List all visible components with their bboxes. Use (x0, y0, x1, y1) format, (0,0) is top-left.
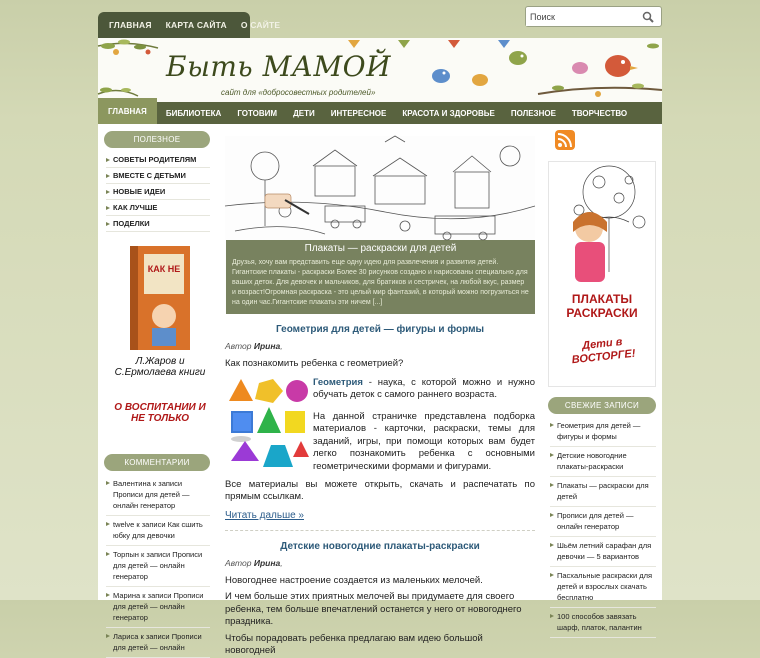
post-paragraph: Все материалы вы можете открыть, скачать и распечатать по прямым ссылкам. (225, 478, 535, 502)
search-input[interactable] (526, 8, 638, 26)
comment-item[interactable]: Торпын к записи Прописи для детей — онлайн генератор (106, 546, 210, 587)
site-title[interactable]: Быть МАМОЙ (166, 50, 391, 83)
post-paragraph: На данной страничке представлена подборка материалов - карточки, раскраски, темы для заданий, игры, при помощи которых вам будет легко познакомить ребенка с основными геометрическими формами и фигурами. (313, 410, 535, 472)
topnav-about[interactable]: О САЙТЕ (240, 20, 281, 30)
post-paragraph (313, 377, 535, 402)
poster-girl-image (549, 162, 655, 290)
post-author[interactable]: Ирина (253, 557, 281, 568)
recent-post-item[interactable]: Прописи для детей — онлайн генератор (550, 507, 656, 537)
recent-post-item[interactable]: Шьём летний сарафан для девочки — 5 вариантов (550, 537, 656, 567)
featured-slider[interactable] (225, 136, 535, 314)
poster-title: ПЛАКАТЫ РАСКРАСКИ (566, 292, 638, 320)
post-lead: Как познакомить ребенка с геометрией? (225, 358, 404, 369)
menu-cooking[interactable]: ГОТОВИМ (237, 108, 278, 118)
page-frame (98, 38, 662, 656)
post-geometry (225, 324, 535, 531)
recent-posts-list (548, 414, 656, 638)
geometry-link[interactable]: Геометрия (313, 376, 363, 388)
useful-widget-title: ПОЛЕЗНОЕ (104, 131, 210, 148)
read-more-link[interactable]: Читать дальше » (225, 509, 304, 521)
recent-posts-widget-title: СВЕЖИЕ ЗАПИСИ (548, 397, 656, 414)
comment-item[interactable]: Марина к записи Прописи для детей — онлайн генератор (106, 587, 210, 628)
useful-category-list (104, 148, 210, 232)
category-item[interactable]: ПОДЕЛКИ (106, 216, 210, 232)
search-icon (642, 11, 654, 23)
menu-useful[interactable]: ПОЛЕЗНОЕ (510, 108, 556, 118)
menu-library[interactable]: БИБЛИОТЕКА (165, 108, 222, 118)
category-item[interactable]: СОВЕТЫ РОДИТЕЛЯМ (106, 152, 210, 168)
topnav-sitemap[interactable]: КАРТА САЙТА (165, 20, 227, 30)
left-sidebar (104, 131, 210, 658)
category-item[interactable]: ВМЕСТЕ С ДЕТЬМИ (106, 168, 210, 184)
category-item[interactable]: НОВЫЕ ИДЕИ (106, 184, 210, 200)
book-caption: Л.Жаров и С.Ермолаева книги (114, 356, 206, 378)
recent-post-item[interactable]: Плакаты — раскраски для детей (550, 477, 656, 507)
comment-item[interactable]: Валентина к записи Прописи для детей — онлайн генератор (106, 475, 210, 516)
book-cover-text: КАК НЕ (147, 264, 181, 274)
topnav-home[interactable]: ГЛАВНАЯ (109, 20, 152, 30)
site-description: сайт для «добросовестных родителей» (221, 88, 376, 97)
post-newyear-posters (225, 541, 535, 658)
geometry-shapes-image (227, 377, 309, 477)
slider-excerpt: Друзья, хочу вам представить еще одну идею для развлечения и развития детей. Гигантские плакаты - раскраски Более 30 рисунков создано и нарисованы специально для ваших деток. Для девочек и мальчиков, для братиков и сестричек, на любой вкус, размер и возраст!Огромная раскраска - это целый мир фантазий, в который можно погрузиться не на один час.Гигантские плакаты эти ничем [...] (232, 259, 529, 306)
post-body-with-image (225, 377, 535, 477)
comments-widget-title: КОММЕНТАРИИ (104, 454, 210, 471)
search-button[interactable] (638, 7, 658, 26)
book-advert[interactable] (110, 244, 210, 442)
book-slogan: О ВОСПИТАНИИ И НЕ ТОЛЬКО (114, 402, 206, 424)
post-title[interactable]: Геометрия для детей — фигуры и формы (275, 324, 485, 335)
site-header (98, 38, 662, 102)
post-author[interactable]: Ирина (253, 341, 281, 351)
post-meta: Автор Ирина, (225, 557, 283, 568)
post-paragraph: И чем больше этих приятных мелочей вы придумаете для своего ребенка, тем больше впечатлений останется у него от новогоднего праздника. (225, 591, 522, 627)
menu-creativity[interactable]: ТВОРЧЕСТВО (571, 108, 628, 118)
content-area (98, 128, 662, 656)
slider-caption (226, 240, 535, 314)
recent-post-item[interactable]: Геометрия для детей — фигуры и формы (550, 417, 656, 447)
recent-comments-list (104, 471, 210, 658)
post-title[interactable]: Детские новогодние плакаты-раскраски (280, 540, 480, 552)
post-meta: Автор Ирина, (225, 341, 283, 351)
geometry-paragraph-rest: - наука, с которой можно и нужно обучать деток с самого раннего возраста. (313, 376, 535, 400)
menu-home[interactable]: ГЛАВНАЯ (98, 98, 157, 124)
poster-advert[interactable] (548, 161, 656, 387)
comment-item[interactable]: twelve к записи Как сшить юбку для девочки (106, 516, 210, 546)
post-paragraph: Новогоднее настроение создается из маленьких мелочей. (225, 574, 483, 586)
post-meta-label: Автор (225, 341, 252, 351)
search-box (525, 6, 662, 27)
top-nav (98, 12, 281, 38)
right-sidebar (548, 130, 656, 638)
post-divider (225, 530, 535, 531)
recent-post-item[interactable]: Пасхальные раскраски для детей и взрослых скачать бесплатно (550, 567, 656, 608)
book-cover-image (110, 244, 210, 356)
category-item[interactable]: КАК ЛУЧШЕ (106, 200, 210, 216)
main-content (225, 136, 535, 658)
post-paragraph: Чтобы порадовать ребенка предлагаю вам идею большой новогодней (225, 632, 483, 656)
poster-slogan: Дети в ВОСТОРГЕ! (571, 335, 637, 367)
rss-icon[interactable] (555, 130, 575, 150)
menu-beauty-health[interactable]: КРАСОТА И ЗДОРОВЬЕ (402, 108, 495, 118)
menu-kids[interactable]: ДЕТИ (293, 108, 315, 118)
slider-title[interactable]: Плакаты — раскраски для детей (304, 243, 457, 254)
main-menu (98, 102, 662, 124)
recent-post-item[interactable]: 100 способов завязать шарф, платок, палантин (550, 608, 656, 638)
post-meta-label: Автор (225, 557, 252, 568)
recent-post-item[interactable]: Детские новогодние плакаты-раскраски (550, 447, 656, 477)
menu-interesting[interactable]: ИНТЕРЕСНОЕ (330, 108, 387, 118)
comment-item[interactable]: Лариса к записи Прописи для детей — онлайн (106, 628, 210, 658)
